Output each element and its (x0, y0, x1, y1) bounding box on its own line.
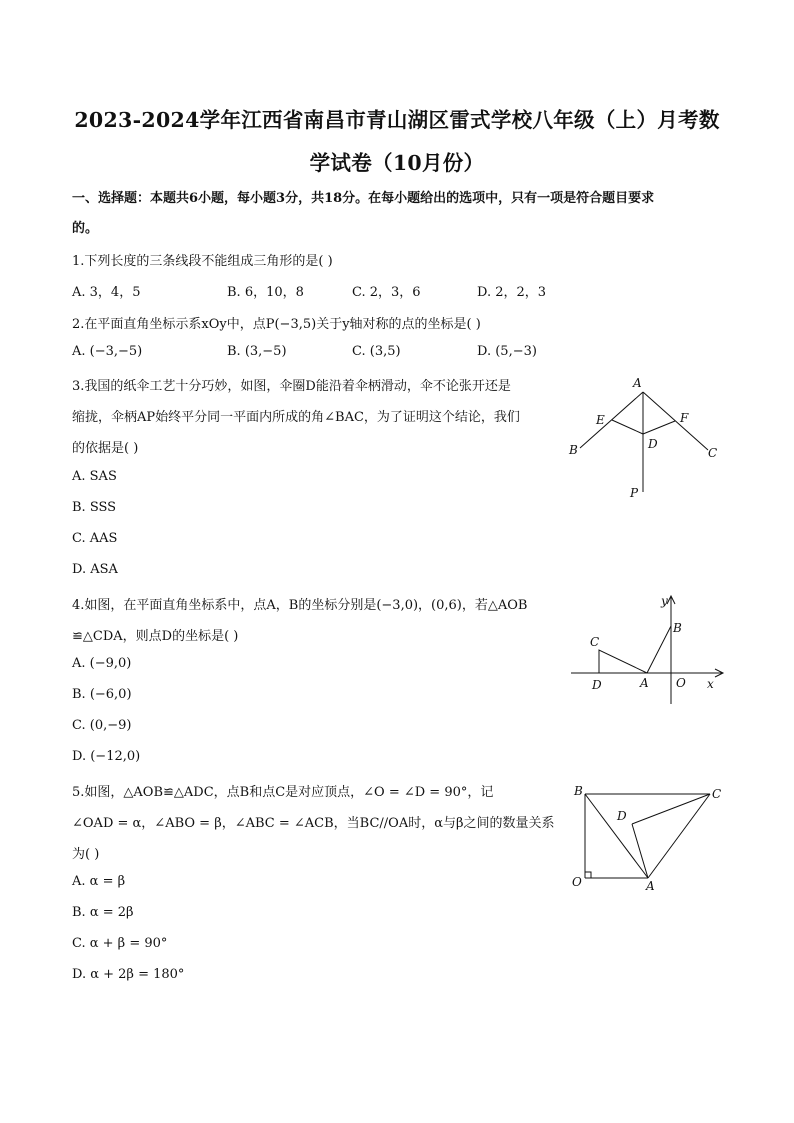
exam-title-line-2: 学试卷（10月份） (309, 151, 485, 175)
line-ed (612, 420, 643, 434)
label-d: D (648, 437, 658, 451)
triangles-figure (565, 780, 735, 895)
label-b: B (574, 784, 583, 798)
q2-option-d: D. (5,−3) (477, 344, 537, 359)
section-heading: 一、选择题：本题共6小题，每小题3分，共18分。在每小题给出的选项中，只有一项是符合题目要求 (72, 191, 655, 206)
q2-option-c: C. (3,5) (352, 344, 401, 359)
line-dc (632, 794, 710, 824)
right-angle-mark (585, 872, 591, 878)
line-ab (580, 392, 643, 448)
label-c: C (708, 446, 718, 460)
q5-option-c: C. α + β = 90° (72, 936, 168, 951)
label-c: C (590, 635, 600, 649)
label-d: D (592, 678, 602, 692)
question-5-stem-line-1: 5.如图，△AOB≌△ADC，点B和点C是对应顶点，∠O = ∠D = 90°，记 (72, 785, 494, 800)
q5-option-b: B. α = 2β (72, 905, 134, 920)
section-heading-cont: 的。 (72, 221, 99, 236)
label-x: x (707, 677, 714, 691)
label-d: D (617, 809, 627, 823)
q2-option-b: B. (3,−5) (227, 344, 287, 359)
q1-option-c: C. 2，3，6 (352, 285, 421, 300)
q2-option-a: A. (−3,−5) (72, 344, 143, 359)
line-ba (585, 794, 648, 878)
q3-option-c: C. AAS (72, 531, 118, 546)
label-p: P (630, 486, 639, 500)
label-a: A (633, 376, 642, 390)
question-5-stem-line-2: ∠OAD = α，∠ABO = β，∠ABC = ∠ACB，当BC//OA时，α与β之间的数量关系 (72, 816, 555, 831)
q3-option-d: D. ASA (72, 562, 118, 577)
coordinate-figure (565, 588, 735, 710)
q4-option-b: B. (−6,0) (72, 687, 132, 702)
q5-option-d: D. α + 2β = 180° (72, 967, 185, 982)
q1-option-d: D. 2，2，3 (477, 285, 547, 300)
q4-option-d: D. (−12,0) (72, 749, 141, 764)
line-fd (643, 421, 675, 434)
line-ca (648, 794, 710, 878)
label-c: C (712, 787, 722, 801)
q3-option-a: A. SAS (72, 469, 117, 484)
label-y: y (661, 594, 668, 608)
question-3-stem-line-1: 3.我国的纸伞工艺十分巧妙，如图，伞圈D能沿着伞柄滑动，伞不论张开还是 (72, 379, 511, 394)
label-o: O (572, 875, 582, 889)
triangle-aob (647, 626, 671, 673)
q4-option-a: A. (−9,0) (72, 656, 132, 671)
q1-option-a: A. 3，4，5 (72, 285, 141, 300)
triangle-cda (599, 650, 647, 673)
label-a: A (646, 879, 655, 893)
question-4-stem-line-2: ≌△CDA，则点D的坐标是( ) (72, 629, 239, 644)
label-b: B (673, 621, 682, 635)
label-o: O (676, 676, 686, 690)
line-da (632, 824, 648, 878)
q5-option-a: A. α = β (72, 874, 126, 889)
label-a: A (640, 676, 649, 690)
question-3-stem-line-3: 的依据是( ) (72, 441, 139, 456)
umbrella-figure (560, 370, 730, 505)
question-1-stem: 1.下列长度的三条线段不能组成三角形的是( ) (72, 254, 333, 269)
question-3-stem-line-2: 缩拢，伞柄AP始终平分同一平面内所成的角∠BAC，为了证明这个结论，我们 (72, 410, 520, 425)
exam-title-line-1: 2023-2024学年江西省南昌市青山湖区雷式学校八年级（上）月考数 (74, 108, 720, 132)
q3-option-b: B. SSS (72, 500, 117, 515)
label-e: E (596, 413, 605, 427)
question-5-stem-line-3: 为( ) (72, 847, 100, 862)
question-4-stem-line-1: 4.如图，在平面直角坐标系中，点A，B的坐标分别是(−3,0)，(0,6)，若△AOB (72, 598, 528, 613)
label-f: F (680, 411, 689, 425)
q1-option-b: B. 6，10，8 (227, 285, 304, 300)
label-b: B (569, 443, 578, 457)
question-2-stem: 2.在平面直角坐标示系xOy中，点P(−3,5)关于y轴对称的点的坐标是( ) (72, 317, 481, 332)
q4-option-c: C. (0,−9) (72, 718, 132, 733)
